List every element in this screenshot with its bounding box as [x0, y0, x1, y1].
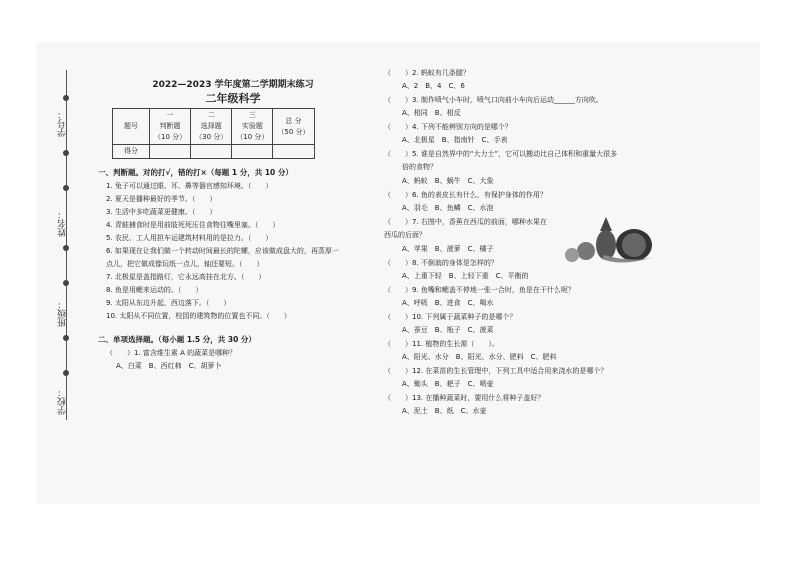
- score-input-cell[interactable]: [150, 145, 191, 159]
- choice-options: A、2 B、4 C、6: [402, 82, 465, 90]
- score-table: [112, 108, 315, 159]
- binding-dot: [63, 95, 69, 101]
- choice-question-continued: 西瓜的后面？: [384, 231, 426, 239]
- choice-question: （ ）6. 鱼的表皮长有什么，有保护身体的作用？: [384, 191, 547, 199]
- judge-question-continued: 点儿，把它做成像玩纸一点儿，轴还要短。（ ）: [106, 260, 264, 268]
- judge-question: 3. 生活中多吃蔬菜更健康。（ ）: [106, 208, 217, 216]
- choice-options: A、白菜 B、西红柿 C、胡萝卜: [116, 362, 222, 370]
- choice-question: （ ）5. 谁是自然界中的“大力士”，它可以搬动比自己体积和重量大很多: [384, 150, 618, 158]
- judge-question: 7. 北极星是盖指路灯，它永远高挂在北方。（ ）: [106, 273, 266, 281]
- score-cell: 二 选择题 （30 分）: [191, 109, 232, 145]
- binding-dot: [63, 150, 69, 156]
- judge-question: 9. 太阳从东边升起，西边落下。（ ）: [106, 299, 231, 307]
- pineapple-shape: [596, 230, 616, 260]
- choice-question: （ ）8. 不倒翁的身体是怎样的？: [384, 259, 498, 267]
- judge-question: 10. 太阳从不同位置，校园的建筑物的位置也不同。（ ）: [106, 312, 291, 320]
- score-cell: 一 判断题 （10 分）: [150, 109, 191, 145]
- choice-question: （ ）12. 在菜苗的生长管理中，下列工具中适合用来浇水的是哪个？: [384, 367, 608, 375]
- watermelon-stripe: [622, 233, 646, 257]
- score-table-score-row: [113, 145, 315, 159]
- choice-question: （ ）7. 右图中，香蕉在西瓜的前面，哪种水果在: [384, 218, 547, 226]
- judge-question: 1. 兔子可以通过眼、耳、鼻等器官感知环境。（ ）: [106, 182, 273, 190]
- choice-options: A、羽毛 B、鱼鳞 C、水泡: [402, 204, 494, 212]
- score-cell: 总 分 （50 分）: [273, 109, 314, 145]
- binding-label-school: 学校：: [58, 388, 68, 415]
- judge-question: 5. 农民、工人用担车运建筑材料用的是拉力。（ ）: [106, 234, 273, 242]
- score-cell: 三 实验题 （10 分）: [232, 109, 273, 145]
- binding-dot: [63, 335, 69, 341]
- binding-dot: [63, 245, 69, 251]
- section-2-heading: 二、单项选择题。（每小题 1.5 分，共 30 分）: [98, 335, 256, 344]
- score-input-cell[interactable]: [232, 145, 273, 159]
- judge-question: 8. 鱼是用鳃来运动的。（ ）: [106, 286, 203, 294]
- choice-question-continued: 倍的食物？: [402, 163, 437, 171]
- judge-question: 2. 夏天是播种最好的季节。（ ）: [106, 195, 217, 203]
- judge-question: 4. 青蛙捕食时是用前肢死死压住食物往嘴里塞。（ ）: [106, 221, 280, 229]
- choice-options: A、阳光、水分 B、阳光、水分、肥料 C、肥料: [402, 353, 557, 361]
- binding-label-class: 班级：: [58, 300, 68, 327]
- choice-options: A、苹果 B、菠萝 C、橘子: [402, 245, 494, 253]
- choice-options: A、锄头 B、耙子 C、喷壶: [402, 380, 494, 388]
- choice-options: A、蚂蚁 B、蜗牛 C、大象: [402, 177, 494, 185]
- choice-question: （ ）1. 富含维生素 A 的蔬菜是哪种？: [106, 349, 237, 357]
- binding-dot: [63, 185, 69, 191]
- choice-question: （ ）4. 下列不能辨别方向的是哪个？: [384, 123, 512, 131]
- binding-dot: [63, 370, 69, 376]
- score-input-cell[interactable]: [191, 145, 232, 159]
- choice-question: （ ）9. 鱼嘴和鳃盖不停地一张一合时，鱼是在干什么呢？: [384, 286, 575, 294]
- choice-question: （ ）2. 蚂蚁有几条腿？: [384, 69, 470, 77]
- score-cell: 得分: [113, 145, 150, 159]
- binding-label-student-id: 学号：: [58, 110, 68, 137]
- choice-question: （ ）10. 下列属于蔬菜种子的是哪个？: [384, 313, 517, 321]
- pineapple-crown: [600, 217, 612, 231]
- choice-options: A、相同 B、相反: [402, 109, 461, 117]
- score-input-cell[interactable]: [273, 145, 314, 159]
- left-column: [98, 80, 368, 375]
- choice-options: A、泥土 B、纸 C、水壶: [402, 407, 487, 415]
- binding-label-name: 姓名：: [58, 210, 68, 237]
- choice-options: A、呼吸 B、进食 C、喝水: [402, 299, 494, 307]
- choice-question: （ ）3. 制作喷气小车时，喷气口向前小车向后运动______方向吹。: [384, 96, 603, 104]
- choice-options: A、北极星 B、指南针 C、手表: [402, 136, 508, 144]
- judge-question: 6. 如果现在让我们做一个转动时间最长的陀螺，应该做成盘大的，再蒸厚一: [106, 247, 339, 255]
- choice-options: A、上重下轻 B、上轻下重 C、平衡的: [402, 272, 529, 280]
- score-cell: 题号: [113, 109, 150, 145]
- exam-title: 2022—2023 学年度第二学期期末练习: [152, 80, 314, 90]
- choice-question: （ ）11. 植物的生长需（ ）。: [384, 340, 499, 348]
- exam-subtitle: 二年级科学: [205, 92, 261, 105]
- choice-options: A、蚕豆 B、瓶子 C、菠菜: [402, 326, 494, 334]
- section-1-heading: 一、判断题。对的打√，错的打×（每题 1 分，共 10 分）: [98, 168, 293, 177]
- fruit-illustration: [562, 217, 662, 265]
- choice-question: （ ）13. 在播种蔬菜时，要用什么将种子盖好？: [384, 394, 545, 402]
- orange-shape: [565, 248, 579, 262]
- score-table-header-row: [113, 109, 315, 145]
- apple-shape: [577, 242, 595, 260]
- binding-dot: [63, 280, 69, 286]
